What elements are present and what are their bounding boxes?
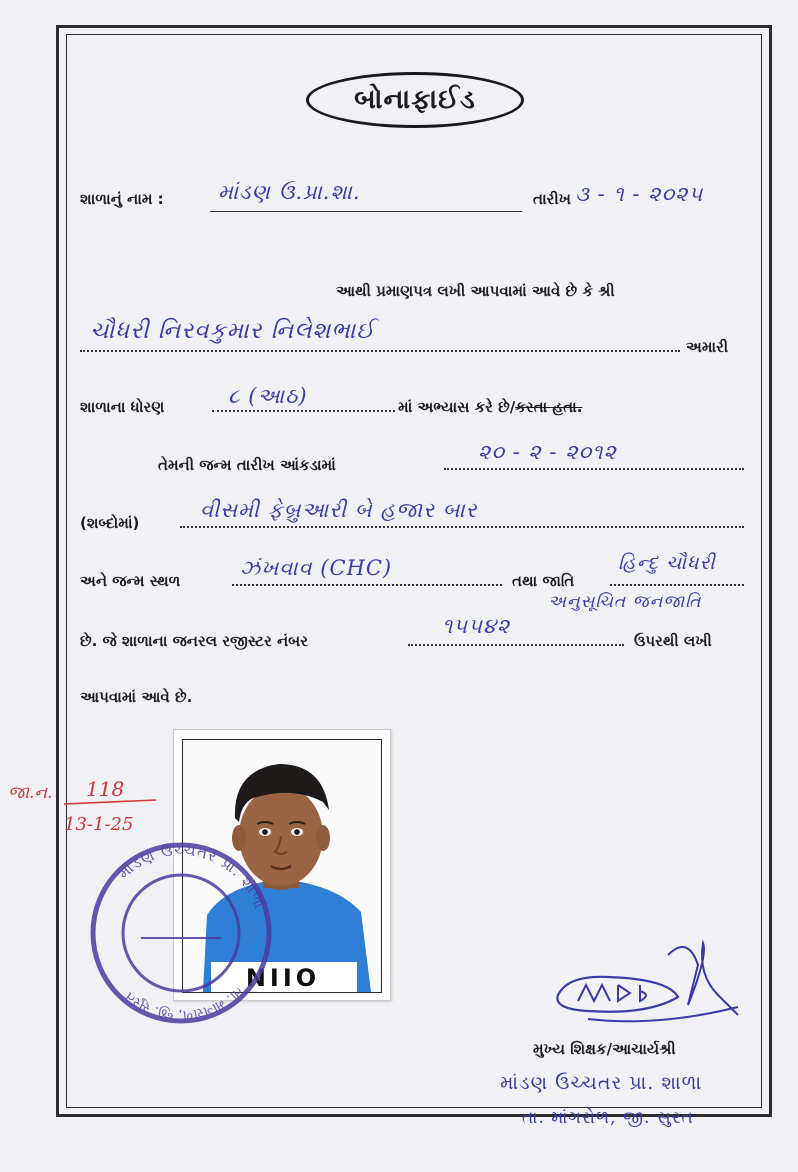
date-value: ૩ - ૧ - ૨૦૨૫ bbox=[575, 182, 704, 206]
standard-label: શાળાના ધોરણ bbox=[80, 398, 165, 416]
words-label: (શબ્દોમાં) bbox=[80, 514, 140, 532]
school-rubber-stamp: માંડણ ઉચ્ચતર પ્રા. શાળા bbox=[500, 1072, 703, 1094]
dob-words-value: વીસમી ફેબ્રુઆરી બે હજાર બાર bbox=[200, 498, 478, 522]
svg-text:તા. માંગરોળ, જી. સુરત bbox=[122, 984, 245, 1022]
caste-dots bbox=[610, 584, 744, 586]
date-label: તારીખ bbox=[533, 190, 571, 208]
from-label: ઉપરથી લખી bbox=[634, 632, 712, 650]
register-dots bbox=[408, 644, 624, 646]
register-value: ૧૫૫૪૨ bbox=[442, 614, 511, 638]
register-label: છે. જે શાળાના જનરલ રજીસ્ટર નંબર bbox=[80, 632, 308, 650]
school-name-line bbox=[210, 211, 522, 212]
birthplace-dots bbox=[232, 584, 502, 586]
outward-number-note bbox=[6, 772, 166, 842]
caste-label: તથા જાતિ bbox=[512, 572, 575, 590]
words-dots bbox=[180, 526, 744, 528]
dob-dots bbox=[444, 468, 744, 470]
student-name-dots bbox=[80, 350, 680, 352]
dob-value: ૨૦ - ૨ - ૨૦૧૨ bbox=[478, 440, 617, 464]
stamp-address: તા. માંગરોળ, જી. સુરત bbox=[122, 983, 246, 1023]
principal-label: મુખ્ય શિક્ષક/આચાર્યશ્રી bbox=[533, 1040, 676, 1058]
standard-value: ૮ (આઠ) bbox=[228, 384, 308, 408]
outward-prefix: જા.ન. bbox=[8, 783, 53, 803]
caste-value: હિન્દુ ચૌધરી bbox=[618, 552, 716, 574]
our-label: અમારી bbox=[686, 338, 729, 356]
shirt-print-text: NIIO bbox=[245, 964, 321, 992]
stamp-school-name: માંડણ ઉચ્ચતર પ્રા. શાળા bbox=[114, 840, 269, 912]
caste-extra: અનુસૂચિત જનજાતિ bbox=[548, 592, 702, 612]
school-name-value: માંડણ ઉ.પ્રા.શા. bbox=[218, 180, 361, 204]
principal-signature bbox=[548, 935, 748, 1035]
outward-date: 13-1-25 bbox=[64, 814, 134, 835]
certify-line: આથી પ્રમાણપત્ર લખી આપવામાં આવે છે કે શ્રી bbox=[336, 282, 615, 300]
birthplace-value: ઝંખવાવ (CHC) bbox=[240, 556, 393, 580]
school-rubber-stamp-address: તા. માંગરોળ, જી. સુરત bbox=[522, 1108, 694, 1128]
study-strike: કરતા હતા. bbox=[515, 398, 583, 416]
outward-number: 118 bbox=[86, 777, 125, 801]
closing-text: આપવામાં આવે છે. bbox=[80, 688, 193, 706]
document-title: બોનાફાઈડ bbox=[306, 72, 524, 128]
school-name-label: શાળાનું નામ : bbox=[80, 190, 164, 208]
birthplace-label: અને જન્મ સ્થળ bbox=[80, 572, 181, 590]
school-stamp bbox=[86, 838, 276, 1028]
study-text: માં અભ્યાસ કરે છે/કરતા હતા. bbox=[398, 398, 583, 416]
student-name-value: ચૌધરી નિરવકુમાર નિલેશભાઈ bbox=[90, 318, 376, 344]
dob-label: તેમની જન્મ તારીખ આંકડામાં bbox=[158, 456, 336, 474]
standard-dots bbox=[212, 410, 395, 412]
